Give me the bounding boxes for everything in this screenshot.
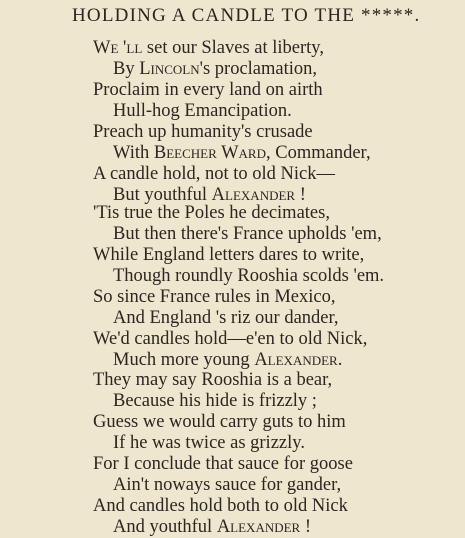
poem-line [113, 101, 292, 122]
small-caps-text: Lincoln [139, 59, 200, 79]
small-caps-text: Beecher Ward [153, 143, 266, 163]
line-text: W [93, 38, 111, 58]
line-text: 's proclamation, [199, 59, 318, 79]
line-text: We'd candles hold—e'en to old Nick, [93, 329, 368, 349]
line-text: Proclaim in every land on airth [93, 80, 323, 100]
poem-line [93, 38, 324, 59]
poem-line [93, 203, 330, 224]
line-text: Because his hide is frizzly ; [113, 391, 317, 411]
poem-line [113, 350, 342, 371]
poem-line [113, 308, 339, 329]
line-text: And youthful [113, 517, 217, 537]
small-caps-text: Alexander [254, 350, 338, 370]
line-text: But then there's France upholds 'em, [113, 224, 382, 244]
line-text: ! [295, 185, 306, 205]
small-caps-text: Alexander [216, 517, 301, 537]
line-text: 'Tis true the Poles he decimates, [93, 203, 330, 223]
poem-line [113, 391, 317, 412]
line-text: Guess we would carry guts to him [93, 412, 346, 432]
poem-line [93, 287, 336, 308]
poem-line [93, 412, 346, 433]
line-text: A candle hold, not to old Nick— [93, 164, 336, 184]
poem-line [113, 517, 311, 538]
line-text: If he was twice as grizzly. [113, 433, 305, 453]
line-text: Hull-hog Emancipation. [113, 101, 292, 121]
line-text: , Commander, [265, 143, 371, 163]
poem-line [93, 122, 313, 143]
line-text: Preach up humanity's crusade [93, 122, 313, 142]
poem-line [113, 224, 382, 245]
small-caps-text: e [110, 38, 119, 58]
line-text: ' [118, 38, 127, 58]
poem-line [93, 496, 348, 517]
line-text: ! [300, 517, 312, 537]
poem-line [93, 329, 367, 350]
poem-title: HOLDING A CANDLE TO THE *****. [72, 5, 421, 26]
poem-line [93, 80, 323, 101]
poem-line [113, 433, 305, 454]
small-caps-text: Alexander [211, 185, 296, 205]
line-text: For I conclude that sauce for goose [93, 454, 353, 474]
line-text: Much more young [113, 350, 255, 370]
line-text: While England letters dares to write, [93, 245, 365, 265]
line-text: Though roundly Rooshia scolds 'em. [113, 266, 385, 286]
poem-line [113, 143, 371, 164]
line-text: And England 's riz our dander, [113, 308, 339, 328]
line-text: Ain't noways sauce for gander, [113, 475, 342, 495]
line-text: With [113, 143, 154, 163]
line-text: So since France rules in Mexico, [93, 287, 336, 307]
poem-line [93, 164, 335, 185]
line-text: . [337, 350, 343, 370]
line-text: But youthful [113, 185, 212, 205]
small-caps-text: ll [126, 38, 143, 58]
line-text: set our Slaves at liberty, [142, 38, 324, 58]
poem-line [93, 454, 353, 475]
line-text: They may say Rooshia is a bear, [93, 370, 333, 390]
line-text: And candles hold both to old Nick [93, 496, 348, 516]
poem-line [113, 266, 384, 287]
poem-line [113, 59, 317, 80]
poem-line [113, 475, 341, 496]
poem-line [93, 370, 332, 391]
poem-line [93, 245, 364, 266]
line-text: By [113, 59, 140, 79]
